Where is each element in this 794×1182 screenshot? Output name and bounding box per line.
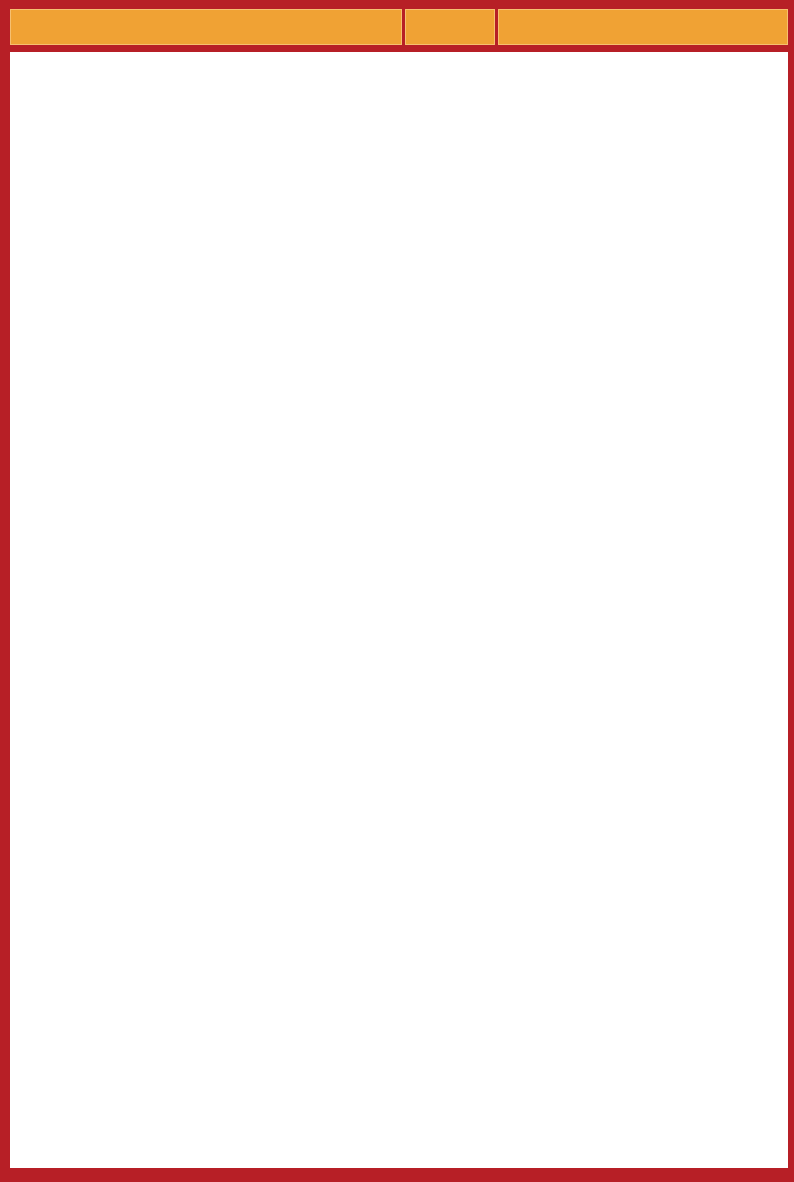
header-subjects <box>498 9 788 45</box>
admission-table <box>10 52 788 1168</box>
header-major <box>10 9 402 45</box>
header-code <box>405 9 495 45</box>
